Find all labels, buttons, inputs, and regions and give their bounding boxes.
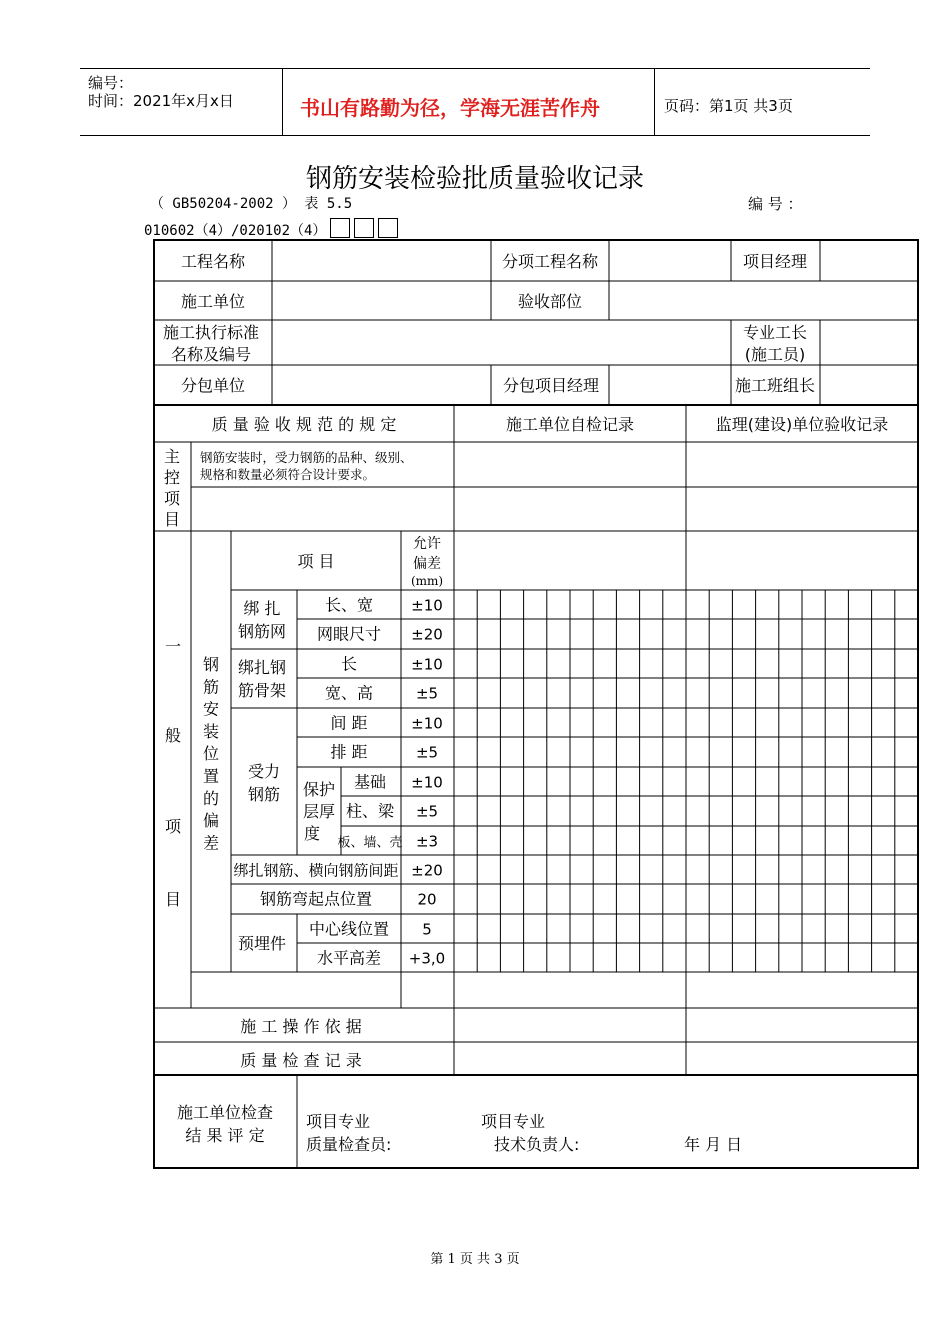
main-label-char: 控 [163, 468, 181, 487]
general-label-char: 一 [164, 637, 182, 656]
group-cover-1: 保护 [302, 780, 336, 799]
deviation-label-char: 置 [202, 766, 220, 786]
deviation-label-char: 安 [202, 699, 220, 719]
row-tolerance: ±5 [415, 802, 439, 821]
label-foreman-2: (施工员) [744, 345, 806, 364]
label-record: 质 量 检 查 记 录 [240, 1051, 362, 1070]
label-foreman-1: 专业工长 [742, 323, 808, 342]
deviation-label-char: 差 [202, 833, 220, 853]
row-tolerance: ±10 [411, 714, 443, 733]
header-time: 时间：2021年x月x日 [88, 92, 234, 110]
row-tolerance: ±10 [411, 773, 443, 792]
group-cage-2: 筋骨架 [237, 681, 287, 700]
deviation-label-char: 的 [202, 788, 220, 808]
row-name: 长、宽 [324, 595, 374, 615]
doc-number-label: 编 号 ： [748, 195, 803, 213]
row-tolerance: ±20 [411, 861, 443, 880]
row-name: 中心线位置 [308, 919, 390, 939]
header-page-info: 页码：第1页 共3页 [664, 97, 793, 115]
header-motto: 书山有路勤为径，学海无涯苦作舟 [300, 96, 600, 120]
row-name: 钢筋弯起点位置 [259, 889, 373, 909]
row-tolerance: ±3 [415, 832, 439, 851]
row-name: 绑扎钢筋、横向钢筋间距 [233, 861, 399, 880]
deviation-label-char: 筋 [202, 677, 220, 697]
label-inspector-2: 质量检查员: [306, 1135, 392, 1154]
deviation-label-char: 钢 [202, 655, 220, 674]
label-subproject-name: 分项工程名称 [501, 252, 599, 271]
group-mesh-1: 绑 扎 [243, 599, 281, 618]
row-tolerance: +3,0 [408, 949, 446, 968]
row-tolerance: ±10 [411, 655, 443, 674]
row-name: 网眼尺寸 [316, 624, 382, 644]
group-stressed-1: 受力 [247, 762, 281, 781]
label-inspector-1: 项目专业 [306, 1112, 371, 1131]
col-supervision: 监理(建设)单位验收记录 [715, 415, 889, 434]
row-name: 水平高差 [316, 948, 382, 968]
item-header: 项 目 [297, 552, 335, 571]
col-spec: 质 量 验 收 规 范 的 规 定 [211, 415, 397, 434]
row-name: 排 距 [330, 742, 368, 762]
label-construction-unit: 施工单位 [180, 292, 246, 311]
general-label-char: 目 [164, 890, 182, 909]
row-tolerance: ±5 [415, 684, 439, 703]
doc-title: 钢筋安装检验批质量验收记录 [305, 164, 644, 194]
label-acceptance-part: 验收部位 [517, 292, 583, 311]
col-self-check: 施工单位自检记录 [505, 415, 635, 434]
row-name: 柱、梁 [345, 801, 395, 821]
row-name: 基础 [353, 772, 387, 792]
group-mesh-2: 钢筋网 [237, 622, 287, 641]
label-project-name: 工程名称 [180, 252, 246, 271]
label-subcontractor: 分包单位 [180, 376, 246, 395]
label-tech-2: 技术负责人: [494, 1135, 580, 1154]
row-tolerance: 20 [417, 890, 437, 909]
main-item-line2: 规格和数量必须符合设计要求。 [200, 467, 376, 482]
tolerance-header-2: 偏差 [413, 556, 441, 572]
row-tolerance: 5 [422, 920, 432, 939]
row-name: 长 [340, 654, 358, 674]
label-eval-2: 结 果 评 定 [185, 1126, 265, 1145]
label-basis: 施 工 操 作 依 据 [240, 1017, 362, 1036]
label-team-leader: 施工班组长 [734, 376, 816, 395]
label-standard-2: 名称及编号 [170, 345, 252, 364]
label-sub-manager: 分包项目经理 [502, 376, 600, 395]
row-name: 间 距 [330, 713, 368, 733]
doc-code-text: 010602（4）/020102（4） [144, 223, 327, 239]
deviation-label-char: 装 [202, 721, 220, 741]
label-tech-1: 项目专业 [481, 1112, 546, 1131]
group-embedded: 预埋件 [237, 934, 287, 953]
main-label-char: 项 [163, 489, 181, 508]
doc-standard: （ GB50204-2002 ） 表 5.5 [150, 196, 353, 212]
row-name: 宽、高 [324, 683, 374, 703]
general-label-char: 般 [164, 726, 182, 745]
row-tolerance: ±5 [415, 743, 439, 762]
general-label-char: 项 [164, 817, 182, 836]
tolerance-header-3: (mm) [410, 574, 444, 588]
main-item-line1: 钢筋安装时，受力钢筋的品种、级别、 [200, 450, 413, 465]
row-tolerance: ±10 [411, 596, 443, 615]
main-label-char: 主 [163, 447, 181, 466]
label-eval-1: 施工单位检查 [176, 1103, 274, 1122]
page-footer: 第 1 页 共 3 页 [430, 1252, 520, 1267]
group-stressed-2: 钢筋 [247, 785, 281, 804]
main-label-char: 目 [163, 510, 181, 529]
label-project-manager: 项目经理 [742, 252, 808, 271]
group-cover-3: 度 [303, 824, 321, 843]
deviation-label-char: 偏 [202, 811, 220, 831]
group-cage-1: 绑扎钢 [237, 658, 287, 677]
row-tolerance: ±20 [411, 625, 443, 644]
row-name: 板、墙、壳 [337, 835, 403, 851]
label-date: 年 月 日 [684, 1135, 743, 1154]
deviation-label-char: 位 [202, 744, 220, 764]
tolerance-header-1: 允许 [413, 536, 441, 552]
header-number-label: 编号： [88, 74, 134, 92]
group-cover-2: 层厚 [302, 802, 336, 821]
label-standard-1: 施工执行标准 [162, 323, 260, 342]
